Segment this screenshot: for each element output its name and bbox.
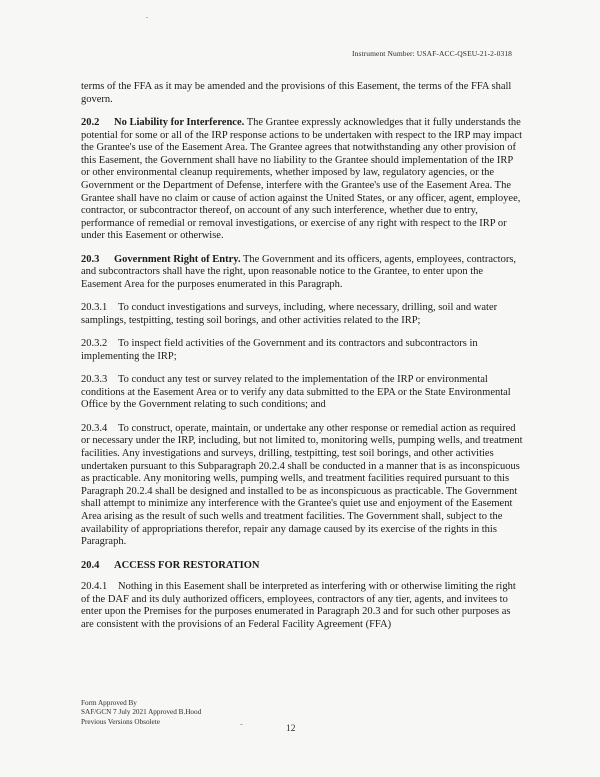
subsection-number: 20.3.4 — [81, 422, 108, 434]
section-title: ACCESS FOR RESTORATION — [114, 559, 260, 571]
subsection-text: Nothing in this Easement shall be interpreted as interfering with or otherwise limiting the right of the DAF and its duly authorized officers, employees, contractors of any tier, agents, and invitees to enter upon the Premises for the purposes enumerated in Paragraph 20.3 and for such other purposes as are consistent with the provisions of an Federal Facility Agreement (FFA) — [81, 581, 516, 630]
section-number: 20.3 — [81, 253, 100, 265]
section-number: 20.2 — [81, 116, 100, 128]
section-20-3 — [81, 254, 523, 292]
subsection-number: 20.4.1 — [81, 581, 108, 593]
document-body — [81, 81, 523, 642]
subsection-number: 20.3.2 — [81, 338, 108, 350]
form-footer — [81, 699, 201, 727]
scan-speck — [240, 724, 243, 725]
subsection-20-3-2 — [81, 338, 523, 363]
subsection-20-3-4 — [81, 423, 523, 549]
section-title: No Liability for Interference. — [114, 116, 245, 128]
subsection-20-4-1 — [81, 581, 523, 631]
section-number: 20.4 — [81, 559, 100, 571]
subsection-20-3-1 — [81, 302, 523, 327]
footer-line: Previous Versions Obsolete — [81, 717, 160, 726]
subsection-text: To conduct any test or survey related to the implementation of the IRP or environmental conditions at the Easement Area or to verify any data submitted to the EPA or the State Environmental Office by the Government relating to such conditions; and — [81, 374, 511, 411]
subsection-number: 20.3.1 — [81, 302, 108, 314]
subsection-text: To construct, operate, maintain, or undertake any other response or remedial action as required or necessary under the IRP, including, but not limited to, monitoring wells, pumping wells, and treatment facilities. Any investigations and surveys, drilling, testpitting, test soil borings, and other activities undertaken pursuant to this Subparagraph 20.2.4 shall be conducted in a manner that is as inconspicuous as practicable. Any monitoring wells, pumping wells, and treatment facilities required pursuant to this Paragraph 20.2.4 shall be designed and installed to be as inconspicuous as practicable. The Government shall attempt to minimize any interference with the Grantee's quiet use and enjoyment of the Easement Area arising as the result of such wells and treatment facilities. The Government shall, subject to the availability of appropriations therefor, repair any damage caused by its exercise of the rights in this Paragraph. — [81, 422, 523, 548]
scan-speck — [146, 17, 148, 18]
subsection-number: 20.3.3 — [81, 374, 108, 386]
subsection-text: To conduct investigations and surveys, including, where necessary, drilling, soil and water samplings, testpitting, testing soil borings, and other activities related to the IRP; — [81, 302, 498, 326]
footer-line: SAF/GCN 7 July 2021 Approved B.Hood — [81, 708, 202, 717]
section-text: The Grantee expressly acknowledges that it fully understands the potential for some or all of the IRP response actions to be undertaken with respect to the IRP may impact the Grantee's use of the Easement Area. The Grantee agrees that notwithstanding any other provision of this Easement, the Government shall have no liability to the Grantee should implementation of the IRP or other environmental cleanup requirements, whether imposed by law, regulatory agencies, or the Government or the Department of Defense, interfere with the Grantee's use of the Easement Area. The Grantee shall have no claim or cause of action against the United States, or any officer, agent, employee, contractor, or subcontractor thereof, on account of any such interference, whether due to entry, performance of remedial or removal investigations, or exercise of any right with respect to the IRP or under this Easement or otherwise. — [81, 116, 522, 242]
section-20-2 — [81, 117, 523, 243]
subsection-20-3-3 — [81, 374, 523, 412]
footer-line: Form Approved By — [81, 699, 137, 707]
section-text: The Government and its officers, agents, employees, contractors, and subcontractors shall have the right, upon reasonable notice to the Grantee, to enter upon the Easement Area for the purposes enumerated in this Paragraph. — [81, 253, 517, 290]
instrument-number: Instrument Number: USAF-ACC-QSEU-21-2-0318 — [352, 49, 513, 58]
continuation-paragraph: terms of the FFA as it may be amended and the provisions of this Easement, the terms of the FFA shall govern. — [81, 81, 512, 105]
subsection-text: To inspect field activities of the Government and its contractors and subcontractors in implementing the IRP; — [81, 338, 478, 362]
page-number: 12 — [286, 724, 296, 734]
section-20-4-heading — [81, 560, 523, 573]
section-title: Government Right of Entry. — [114, 253, 241, 265]
